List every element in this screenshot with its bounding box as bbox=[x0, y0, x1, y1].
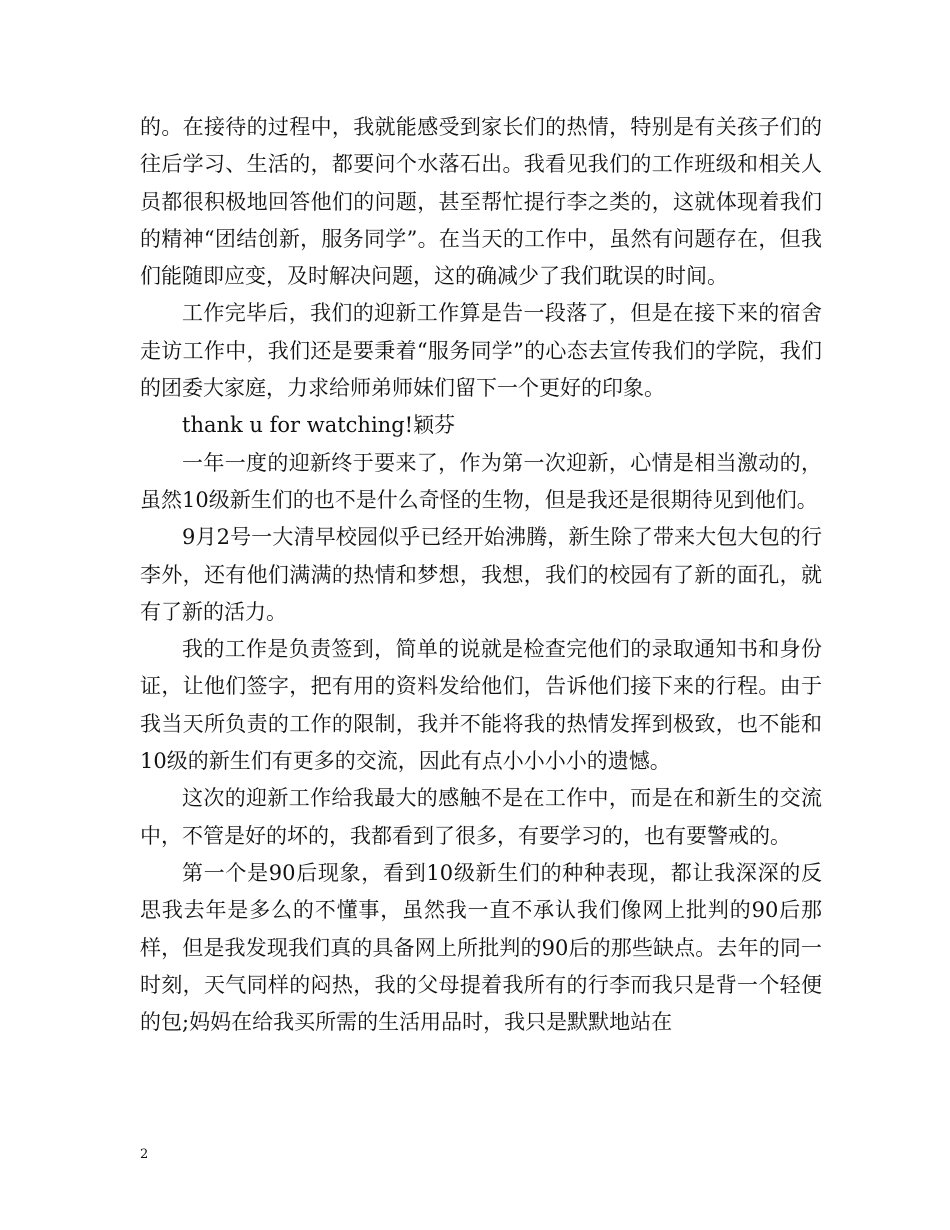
paragraph-annual-welcome: 一年一度的迎新终于要来了，作为第一次迎新，心情是相当激动的，虽然10级新生们的也不是什么奇怪的生物，但是我还是很期待见到他们。 bbox=[140, 450, 822, 512]
paragraph-post-90s: 第一个是90后现象，看到10级新生们的种种表现，都让我深深的反思我去年是多么的不懂事，虽然我一直不承认我们像网上批判的90后那样，但是我发现我们真的具备网上所批判的90后的那些缺点。去年的同一时刻，天气同样的闷热，我的父母提着我所有的行李而我只是背一个轻便的包;妈妈在给我买所需的生活用品时，我只是默默地站在 bbox=[140, 860, 822, 1035]
paragraph-my-work: 我的工作是负责签到，简单的说就是检查完他们的录取通知书和身份证，让他们签字，把有用的资料发给他们，告诉他们接下来的行程。由于我当天所负责的工作的限制，我并不能将我的热情发挥到极致，也不能和10级的新生们有更多的交流，因此有点小小小小的遗憾。 bbox=[140, 637, 822, 774]
paragraph-work-finished: 工作完毕后，我们的迎新工作算是告一段落了，但是在接下来的宿舍走访工作中，我们还是要秉着“服务同学”的心态去宣传我们的学院，我们的团委大家庭，力求给师弟师妹们留下一个更好的印象。 bbox=[140, 301, 822, 401]
document-body bbox=[140, 109, 822, 1041]
paragraph-biggest-feeling: 这次的迎新工作给我最大的感触不是在工作中，而是在和新生的交流中，不管是好的坏的，我都看到了很多，有要学习的，也有要警戒的。 bbox=[140, 786, 822, 848]
paragraph-september-2: 9月2号一大清早校园似乎已经开始沸腾，新生除了带来大包大包的行李外，还有他们满满的热情和梦想，我想，我们的校园有了新的面孔，就有了新的活力。 bbox=[140, 525, 822, 624]
paragraph-signoff: thank u for watching!颖芬 bbox=[182, 413, 456, 438]
page-number: 2 bbox=[140, 1147, 149, 1162]
paragraph-reception-continued: 的。在接待的过程中，我就能感受到家长们的热情，特别是有关孩子们的往后学习、生活的，都要问个水落石出。我看见我们的工作班级和相关人员都很积极地回答他们的问题，甚至帮忙提行李之类的，这就体现着我们的精神“团结创新，服务同学”。在当天的工作中，虽然有问题存在，但我们能随即应变，及时解决问题，这的确减少了我们耽误的时间。 bbox=[140, 115, 822, 289]
